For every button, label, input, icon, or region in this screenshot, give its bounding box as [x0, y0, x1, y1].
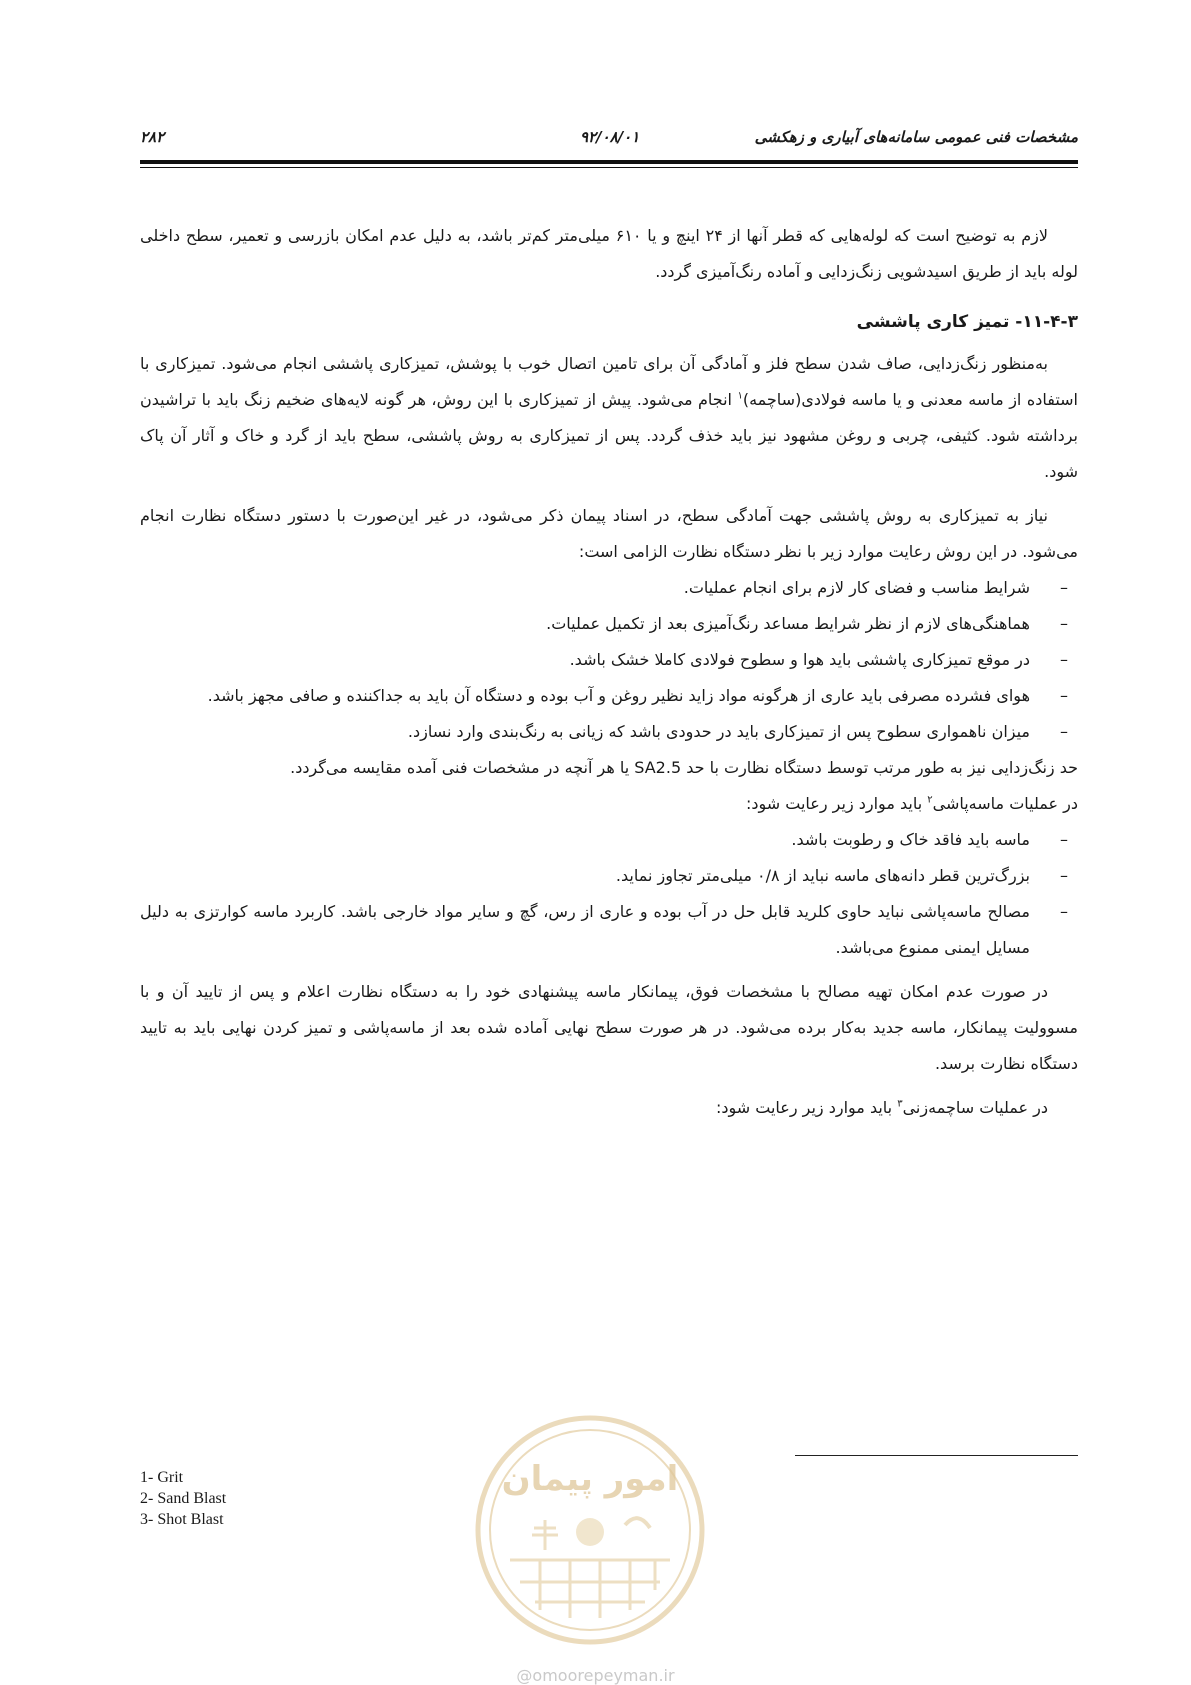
running-header [140, 128, 1078, 150]
paragraph-6-part-b: باید موارد زیر رعایت شود: [715, 1098, 898, 1117]
list-item: – بزرگ‌ترین قطر دانه‌های ماسه نباید از ۰/۸ میلی‌متر تجاوز نماید. [140, 858, 1078, 894]
paragraph-3: حد زنگ‌زدایی نیز به طور مرتب توسط دستگاه نظارت با حد SA2.5 یا هر آنچه در مشخصات فنی آمده مقایسه می‌گردد. [290, 758, 1078, 777]
header-date: ۹۲/۰۸/۰۱ [580, 128, 640, 146]
list-item: – ماسه باید فاقد خاک و رطوبت باشد. [140, 822, 1078, 858]
list-item: – میزان ناهمواری سطوح پس از تمیزکاری باید در حدودی باشد که زیانی به رنگ‌بندی وارد نسازد. [140, 714, 1078, 750]
intro-paragraph: لازم به توضیح است که لوله‌هایی که قطر آنها از ۲۴ اینچ و یا ۶۱۰ میلی‌متر کم‌تر باشد، به دلیل عدم امکان بازرسی و تعمیر، سطح داخلی لوله باید از طریق اسیدشویی زنگ‌زدایی و آماده رنگ‌آمیزی گردد. [140, 226, 1078, 281]
requirements-list [140, 570, 1078, 750]
footnote-ref-2[interactable]: ۲ [927, 794, 933, 806]
sand-blast-list [140, 822, 1078, 966]
watermark-seal [470, 1410, 710, 1650]
footnote-1: 1- Grit [140, 1469, 184, 1486]
footnote-ref-3[interactable]: ۳ [897, 1098, 903, 1110]
section-heading: ۱۱-۴-۳- تمیز کاری پاششی [856, 312, 1078, 332]
header-rule-thin [140, 167, 1078, 168]
header-rule-thick [140, 160, 1078, 164]
footnote-ref-1[interactable]: ۱ [737, 390, 743, 402]
footnote-separator [795, 1455, 1078, 1456]
paragraph-2: نیاز به تمیزکاری به روش پاششی جهت آمادگی سطح، در اسناد پیمان ذکر می‌شود، در غیر این‌صورت با دستور دستگاه نظارت انجام می‌شود. در این روش رعایت موارد زیر با نظر دستگاه نظارت الزامی است: [140, 506, 1078, 561]
body-text [140, 218, 1078, 1126]
watermark-site: @omoorepeyman.ir [516, 1666, 675, 1685]
list-item: – در موقع تمیزکاری پاششی باید هوا و سطوح فولادی کاملا خشک باشد. [140, 642, 1078, 678]
paragraph-4-part-b: باید موارد زیر رعایت شود: [745, 794, 928, 813]
paragraph-4 [140, 786, 1078, 822]
footnote-3: 3- Shot Blast [140, 1511, 224, 1528]
header-title: مشخصات فنی عمومی سامانه‌های آبیاری و زهکشی [754, 128, 1078, 146]
footnote-2: 2- Sand Blast [140, 1490, 227, 1507]
list-item: – هماهنگی‌های لازم از نظر شرایط مساعد رنگ‌آمیزی بعد از تکمیل عملیات. [140, 606, 1078, 642]
list-item: – هوای فشرده مصرفی باید عاری از هرگونه مواد زاید نظیر روغن و آب بوده و دستگاه آن باید به جداکننده و صافی مجهز باشد. [140, 678, 1078, 714]
paragraph-5: در صورت عدم امکان تهیه مصالح با مشخصات فوق، پیمانکار ماسه پیشنهادی خود را به دستگاه نظارت اعلام و پس از تایید آن و با مسوولیت پیمانکار، ماسه جدید به‌کار برده می‌شود. در هر صورت سطح نهایی آماده شده بعد از ماسه‌پاشی و تمیز کردن نهایی باید به تایید دستگاه نظارت برسد. [140, 982, 1078, 1073]
paragraph-6-part-a: در عملیات ساچمه‌زنی [902, 1098, 1048, 1117]
list-item: – مصالح ماسه‌پاشی نباید حاوی کلرید قابل حل در آب بوده و عاری از رس، گچ و سایر مواد خارجی باشد. کاربرد ماسه کوارتزی به دلیل مسایل ایمنی ممنوع می‌باشد. [140, 894, 1078, 966]
paragraph-1 [140, 346, 1078, 490]
paragraph-1-part-a: به‌منظور زنگ‌زدایی، صاف شدن سطح فلز و آمادگی آن برای تامین اتصال خوب با پوشش، تمیزکاری پاششی انجام می‌شود. تمیزکاری با استفاده از ماسه معدنی و یا ماسه فولادی(ساچمه) [140, 354, 1079, 409]
paragraph-6 [140, 1090, 1078, 1126]
footnotes [140, 1467, 226, 1530]
page-number: ۲۸۲ [140, 128, 165, 146]
paragraph-4-part-a: در عملیات ماسه‌پاشی [932, 794, 1078, 813]
watermark-text: امور پیمان [501, 1459, 679, 1499]
list-item: – شرایط مناسب و فضای کار لازم برای انجام عملیات. [140, 570, 1078, 606]
paragraph-1-part-b: انجام می‌شود. پیش از تمیزکاری با این روش، هر گونه لایه‌های ضخیم زنگ باید با تراشیدن برداشته شود. کثیفی، چربی و روغن مشهود نیز باید خذف گردد. پس از تمیزکاری به روش پاششی، سطح باید از گرد و خاک و آثار آن پاک شود. [140, 390, 1078, 481]
